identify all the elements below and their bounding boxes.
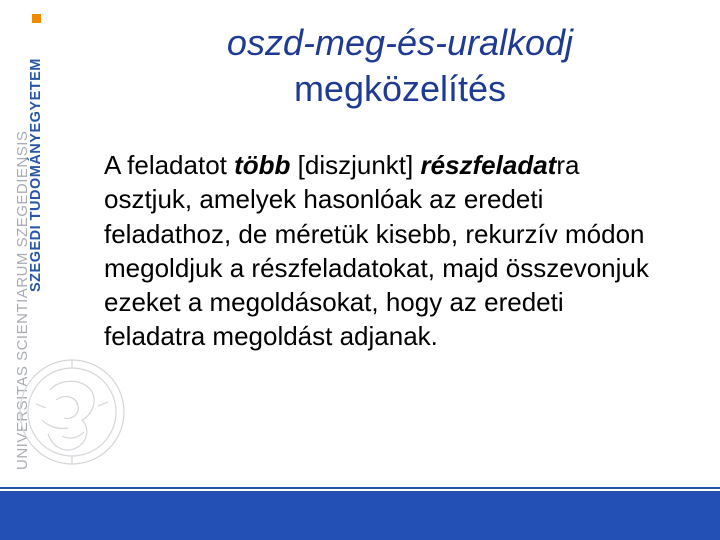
university-emblem-watermark — [12, 350, 142, 480]
title-line-2: megközelítés — [293, 68, 507, 109]
slide-title — [130, 20, 670, 112]
logo-accent-square — [32, 14, 41, 23]
footer-bar — [0, 491, 720, 540]
body-text-part: [diszjunkt] — [290, 150, 421, 180]
body-text-part: ra osztjuk, amelyek hasonlóak az eredeti feladathoz, de méretük kisebb, rekurzív módon megoldjuk a részfeladatokat, majd összevonjuk ezeket a megoldásokat, hogy az eredeti feladatra megoldást adjanak. — [104, 150, 649, 352]
body-emphasis-reszfeladat: részfeladat — [420, 150, 557, 180]
body-text-part: A feladatot — [104, 150, 235, 180]
title-line-1: oszd-meg-és-uralkodj — [226, 22, 574, 63]
body-paragraph — [104, 148, 664, 354]
body-emphasis-tobb: több — [234, 150, 291, 180]
university-hungarian-name: SZEGEDI TUDOMÁNYEGYETEM — [28, 58, 44, 292]
university-latin-name: UNIVERSITAS SCIENTIARUM SZEGEDIENSIS — [14, 130, 31, 470]
footer-divider — [0, 487, 720, 489]
